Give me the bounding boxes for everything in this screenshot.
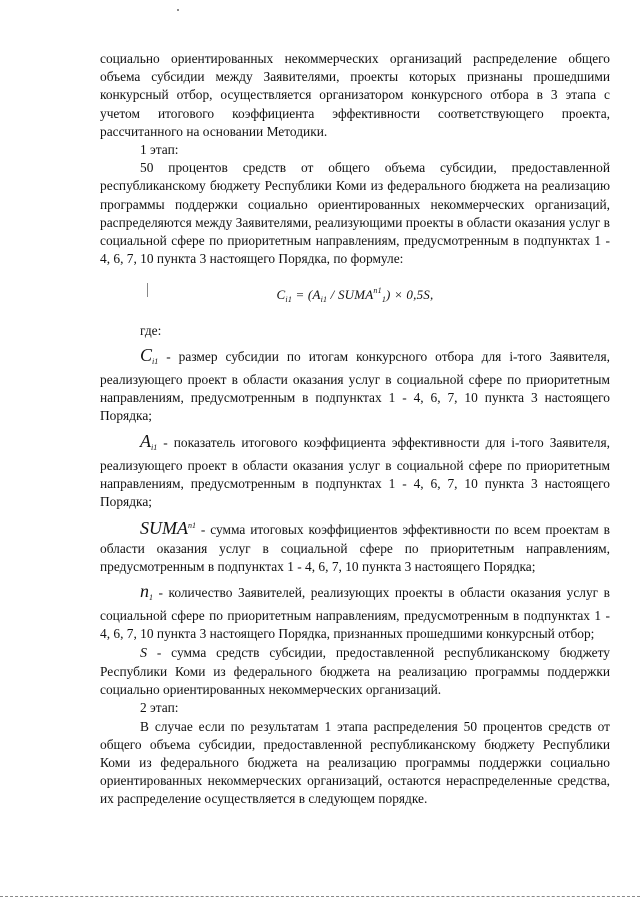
definition-c-text: - размер субсидии по итогам конкурсного отбора для i-того Заявителя, реализующего проект в области оказания услуг в социальной сфере по приоритетным направлениям, предусмотренным в подпунктах 1 - 4, 6, 7, 10 пункта 3 настоящего Порядка; [100,348,610,424]
formula-s: S [423,287,430,303]
definition-suma [100,517,610,576]
definition-c [100,346,610,426]
formula-suma-sup: n1 [373,286,382,296]
definition-n-text: - количество Заявителей, реализующих проекты в области оказания услуг в социальной сфере по приоритетным направлениям, предусмотренным в подпунктах 1 - 4, 6, 7, 10 пункта 3 настоящего Порядка, признанных прошедшими конкурсный отбор; [100,585,610,642]
symbol-a: A [140,430,151,451]
paragraph-stage-2: В случае если по результатам 1 этапа распределения 50 процентов средств от общего объема субсидии, предоставленной республиканскому бюджету Республики Коми из федерального бюджета на реализацию программы поддержки социально ориентированных некоммерческих организаций, остаются нераспределенные средства, их распределение осуществляется в следующем порядке. [100,718,610,807]
definition-suma-text: - сумма итоговых коэффициентов эффективности по всем проектам в области оказания услуг в социальной сфере по приоритетным направлениям, предусмотренным в подпунктах 1 - 4, 6, 7, 10 пункта 3 настоящего Порядка; [100,522,610,574]
symbol-c: C [140,344,153,365]
formula: $C_{i1} = (A_{i1}$ / $SUMA^{n1}_1) \times 0,5S$, [276,286,434,305]
formula-c: C [276,287,286,303]
symbol-suma: SUMA [140,518,188,539]
symbol-n: n [140,581,149,602]
document-page [100,50,610,809]
formula-c-sub: i1 [285,295,293,305]
symbol-n-sub: 1 [149,593,153,603]
where-label: где: [140,322,162,338]
definition-s [100,644,610,700]
definition-a-text: - показатель итогового коэффициента эффективности для i-того Заявителя, реализующего проект в области оказания услуг в социальной сфере по приоритетным направлениям, предусмотренным в подпунктах 1 - 4, 6, 7, 10 пункта 3 настоящего Порядка; [100,434,610,510]
formula-suma: SUMA [337,287,374,303]
definition-n [100,582,610,644]
symbol-s: S [140,645,147,661]
paragraph-intro: социально ориентированных некоммерческих организаций распределение общего объема субсидии между Заявителями, проекты которых признаны прошедшими конкурсный отбор, осуществляется организатором конкурсного отбора в 3 этапа с учетом итогового коэффициента эффективности соответствующего проекта, рассчитанного на основании Методики. [100,51,610,139]
formula-a-sub: i1 [320,295,328,305]
definition-a [100,432,610,512]
symbol-c-sub: i1 [152,356,159,366]
scan-dot [177,9,179,11]
formula-a: A [312,287,321,303]
page-bottom-edge [0,896,640,897]
symbol-suma-sup: n1 [188,521,196,531]
formula-suma-sub: 1 [381,295,387,305]
paragraph-stage-1: 50 процентов средств от общего объема субсидии, предоставленной республиканскому бюджету Республики Коми из федерального бюджета на реализацию программы поддержки социально ориентированных некоммерческих организаций, распределяются между Заявителями, реализующими проекты в области оказания услуг в социальной сфере по приоритетным направлениям, предусмотренным в подпунктах 1 - 4, 6, 7, 10 пункта 3 настоящего Порядка, по формуле: [100,160,610,267]
symbol-a-sub: i1 [151,442,158,452]
definition-s-text: - сумма средств субсидии, предоставленной республиканскому бюджету Республики Коми из федерального бюджета на реализацию программы поддержки социально ориентированных некоммерческих организаций. [100,644,610,698]
stage-2-heading: 2 этап: [140,700,179,716]
stage-1-heading: 1 этап: [140,142,179,158]
